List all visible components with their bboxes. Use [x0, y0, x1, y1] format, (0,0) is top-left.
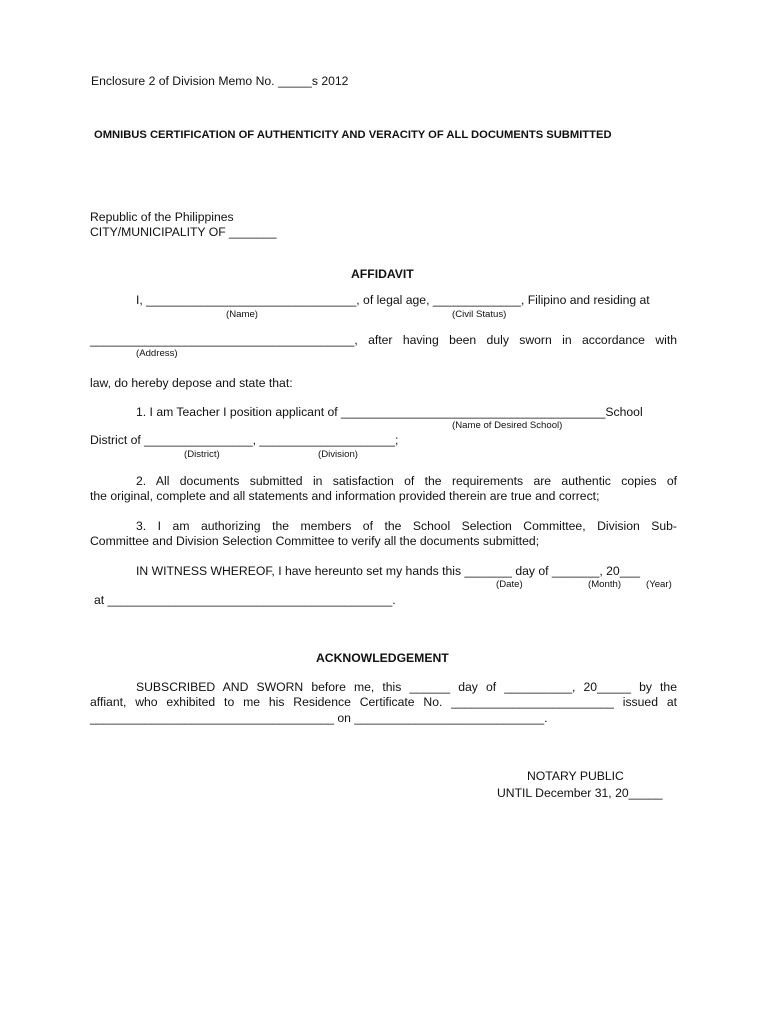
witness-line1: IN WITNESS WHEREOF, I have hereunto set my hands this _______ day of _______, 20___ [136, 564, 641, 578]
label-name: (Name) [226, 309, 258, 320]
enclosure-line: Enclosure 2 of Division Memo No. _____s 2012 [91, 74, 349, 88]
label-address: (Address) [136, 348, 178, 359]
affidavit-line-name: I, _______________________________, of legal age, _____________, Filipino and residing at [136, 293, 650, 307]
item2-line2: the original, complete and all statements and information provided therein are true and correct; [90, 489, 600, 503]
label-school: (Name of Desired School) [452, 420, 563, 431]
affidavit-line-address: _______________________________________, after having been duly sworn in accordance with [90, 333, 677, 347]
item1-line1: 1. I am Teacher I position applicant of _______________________________________School [136, 405, 643, 419]
acknowledgement-heading: ACKNOWLEDGEMENT [316, 651, 449, 665]
ack-line1: SUBSCRIBED AND SWORN before me, this ______ day of __________, 20_____ by the [136, 680, 677, 694]
notary-title: NOTARY PUBLIC [527, 769, 624, 783]
city-line: CITY/MUNICIPALITY OF _______ [90, 225, 277, 239]
affidavit-heading: AFFIDAVIT [351, 267, 414, 281]
item3-line1: 3. I am authorizing the members of the School Selection Committee, Division Sub- [136, 519, 677, 533]
label-date: (Date) [496, 579, 523, 590]
item2-line1: 2. All documents submitted in satisfaction of the requirements are authentic copies of [136, 474, 677, 488]
witness-line2: at __________________________________________. [94, 593, 396, 607]
item3-line2: Committee and Division Selection Committee to verify all the documents submitted; [90, 534, 540, 548]
label-month: (Month) [588, 579, 622, 590]
ack-line2: affiant, who exhibited to me his Residence Certificate No. ________________________ issued at [90, 695, 677, 709]
label-civil-status: (Civil Status) [452, 309, 507, 320]
notary-until: UNTIL December 31, 20_____ [497, 786, 663, 800]
label-district: (District) [184, 449, 220, 460]
label-year: (Year) [646, 579, 672, 590]
label-division: (Division) [318, 449, 358, 460]
affidavit-line-depose: law, do hereby depose and state that: [90, 376, 293, 390]
item1-line2: District of ________________, ____________________; [90, 433, 399, 447]
ack-line3: ____________________________________ on ____________________________. [90, 711, 548, 725]
country-line: Republic of the Philippines [90, 210, 234, 224]
document-title: OMNIBUS CERTIFICATION OF AUTHENTICITY AND VERACITY OF ALL DOCUMENTS SUBMITTED [94, 129, 612, 141]
